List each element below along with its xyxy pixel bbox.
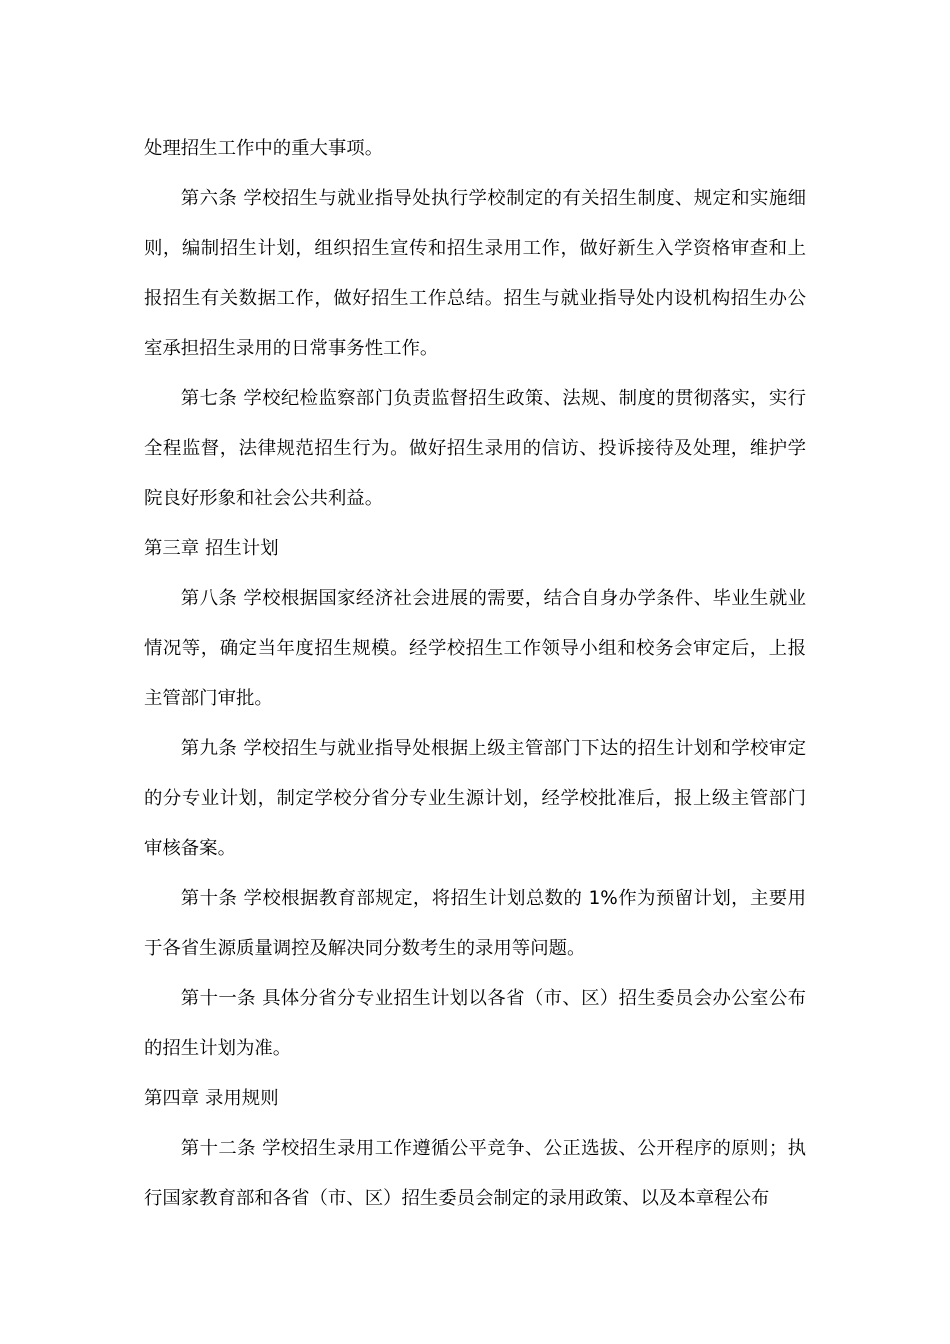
article-8: 第八条 学校根据国家经济社会进展的需要，结合自身办学条件、毕业生就业情况等，确定当年度招生规模。经学校招生工作领导小组和校务会审定后，上报主管部门审批。 [144,588,806,709]
chapter-3-heading: 第三章 招生计划 [144,538,279,559]
article-10: 第十条 学校根据教育部规定，将招生计划总数的 1%作为预留计划，主要用于各省生源质量调控及解决同分数考生的录用等问题。 [144,888,806,959]
article-11: 第十一条 具体分省分专业招生计划以各省（市、区）招生委员会办公室公布的招生计划为准。 [144,988,806,1059]
article-9: 第九条 学校招生与就业指导处根据上级主管部门下达的招生计划和学校审定的分专业计划，制定学校分省分专业生源计划，经学校批准后，报上级主管部门审核备案。 [144,738,806,859]
article-7: 第七条 学校纪检监察部门负责监督招生政策、法规、制度的贯彻落实，实行全程监督，法律规范招生行为。做好招生录用的信访、投诉接待及处理，维护学院良好形象和社会公共利益。 [144,388,806,509]
paragraph-continuation: 处理招生工作中的重大事项。 [144,138,384,159]
document-page [144,124,806,1224]
article-6: 第六条 学校招生与就业指导处执行学校制定的有关招生制度、规定和实施细则，编制招生计划，组织招生宣传和招生录用工作，做好新生入学资格审查和上报招生有关数据工作，做好招生工作总结。招生与就业指导处内设机构招生办公室承担招生录用的日常事务性工作。 [144,188,806,359]
article-12: 第十二条 学校招生录用工作遵循公平竞争、公正选拔、公开程序的原则；执行国家教育部和各省（市、区）招生委员会制定的录用政策、以及本章程公布 [144,1138,806,1209]
chapter-4-heading: 第四章 录用规则 [144,1088,279,1109]
